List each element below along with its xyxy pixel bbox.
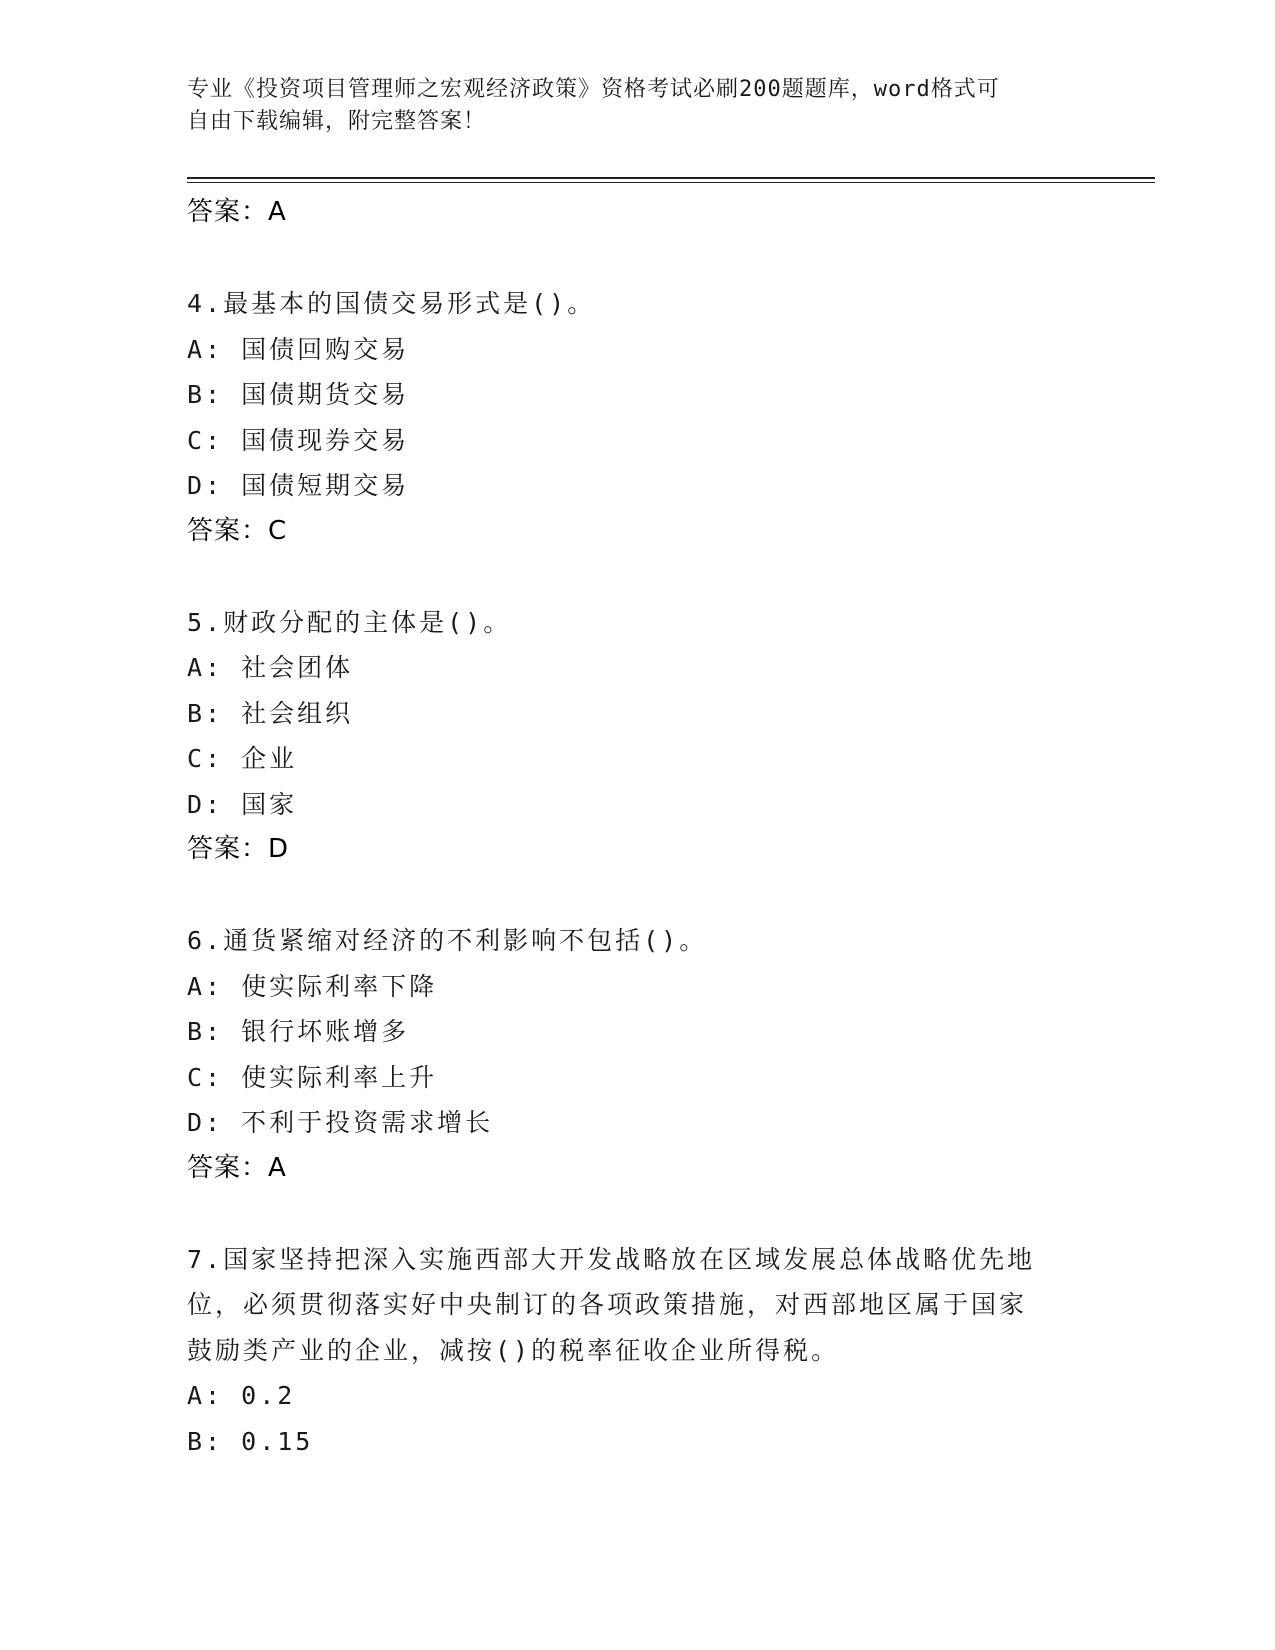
question-text-line-2: 位，必须贯彻落实好中央制订的各项政策措施，对西部地区属于国家 [187,1290,1028,1319]
spacer [187,554,1087,600]
question-text-line-3: 鼓励类产业的企业，减按()的税率征收企业所得税。 [187,1335,840,1365]
question-text: 5.财政分配的主体是()。 [187,607,512,637]
answer-q4: 答案：C [187,515,288,546]
header-divider-thin [187,182,1155,183]
question-text-line-1: 7.国家坚持把深入实施西部大开发战略放在区域发展总体战略优先地 [187,1244,1036,1274]
option-a: A: 0.2 [187,1381,296,1410]
option-b: B: 银行坏账增多 [187,1017,410,1046]
option-b: B: 国债期货交易 [187,380,410,409]
question-text: 4.最基本的国债交易形式是()。 [187,289,596,318]
header-divider-thick [187,177,1155,179]
spacer [187,1191,1087,1237]
question-7 [187,1237,1087,1465]
option-a: A: 使实际利率下降 [187,971,438,1001]
question-list [187,190,1087,1464]
question-text: 6.通货紧缩对经济的不利影响不包括()。 [187,926,708,955]
answer-q5: 答案：D [187,834,290,864]
question-4 [187,281,1087,554]
option-d: D: 国家 [187,789,298,819]
question-5 [187,600,1087,873]
option-c: C: 企业 [187,744,298,773]
question-6 [187,918,1087,1191]
option-a: A: 国债回购交易 [187,334,410,364]
header-line-1: 专业《投资项目管理师之宏观经济政策》资格考试必刷200题题库，word格式可 [187,77,1000,102]
option-b: B: 0.15 [187,1426,314,1456]
spacer [187,236,1087,282]
option-a: A: 社会团体 [187,653,354,682]
spacer [187,873,1087,919]
answer-q3: 答案：A [187,197,287,227]
option-d: D: 不利于投资需求增长 [187,1108,494,1137]
option-d: D: 国债短期交易 [187,471,410,500]
option-c: C: 国债现券交易 [187,425,410,455]
header-line-2: 自由下载编辑，附完整答案！ [187,109,487,134]
document-header [187,74,1067,138]
option-c: C: 使实际利率上升 [187,1062,438,1092]
answer-q6: 答案：A [187,1152,287,1183]
option-b: B: 社会组织 [187,698,354,728]
